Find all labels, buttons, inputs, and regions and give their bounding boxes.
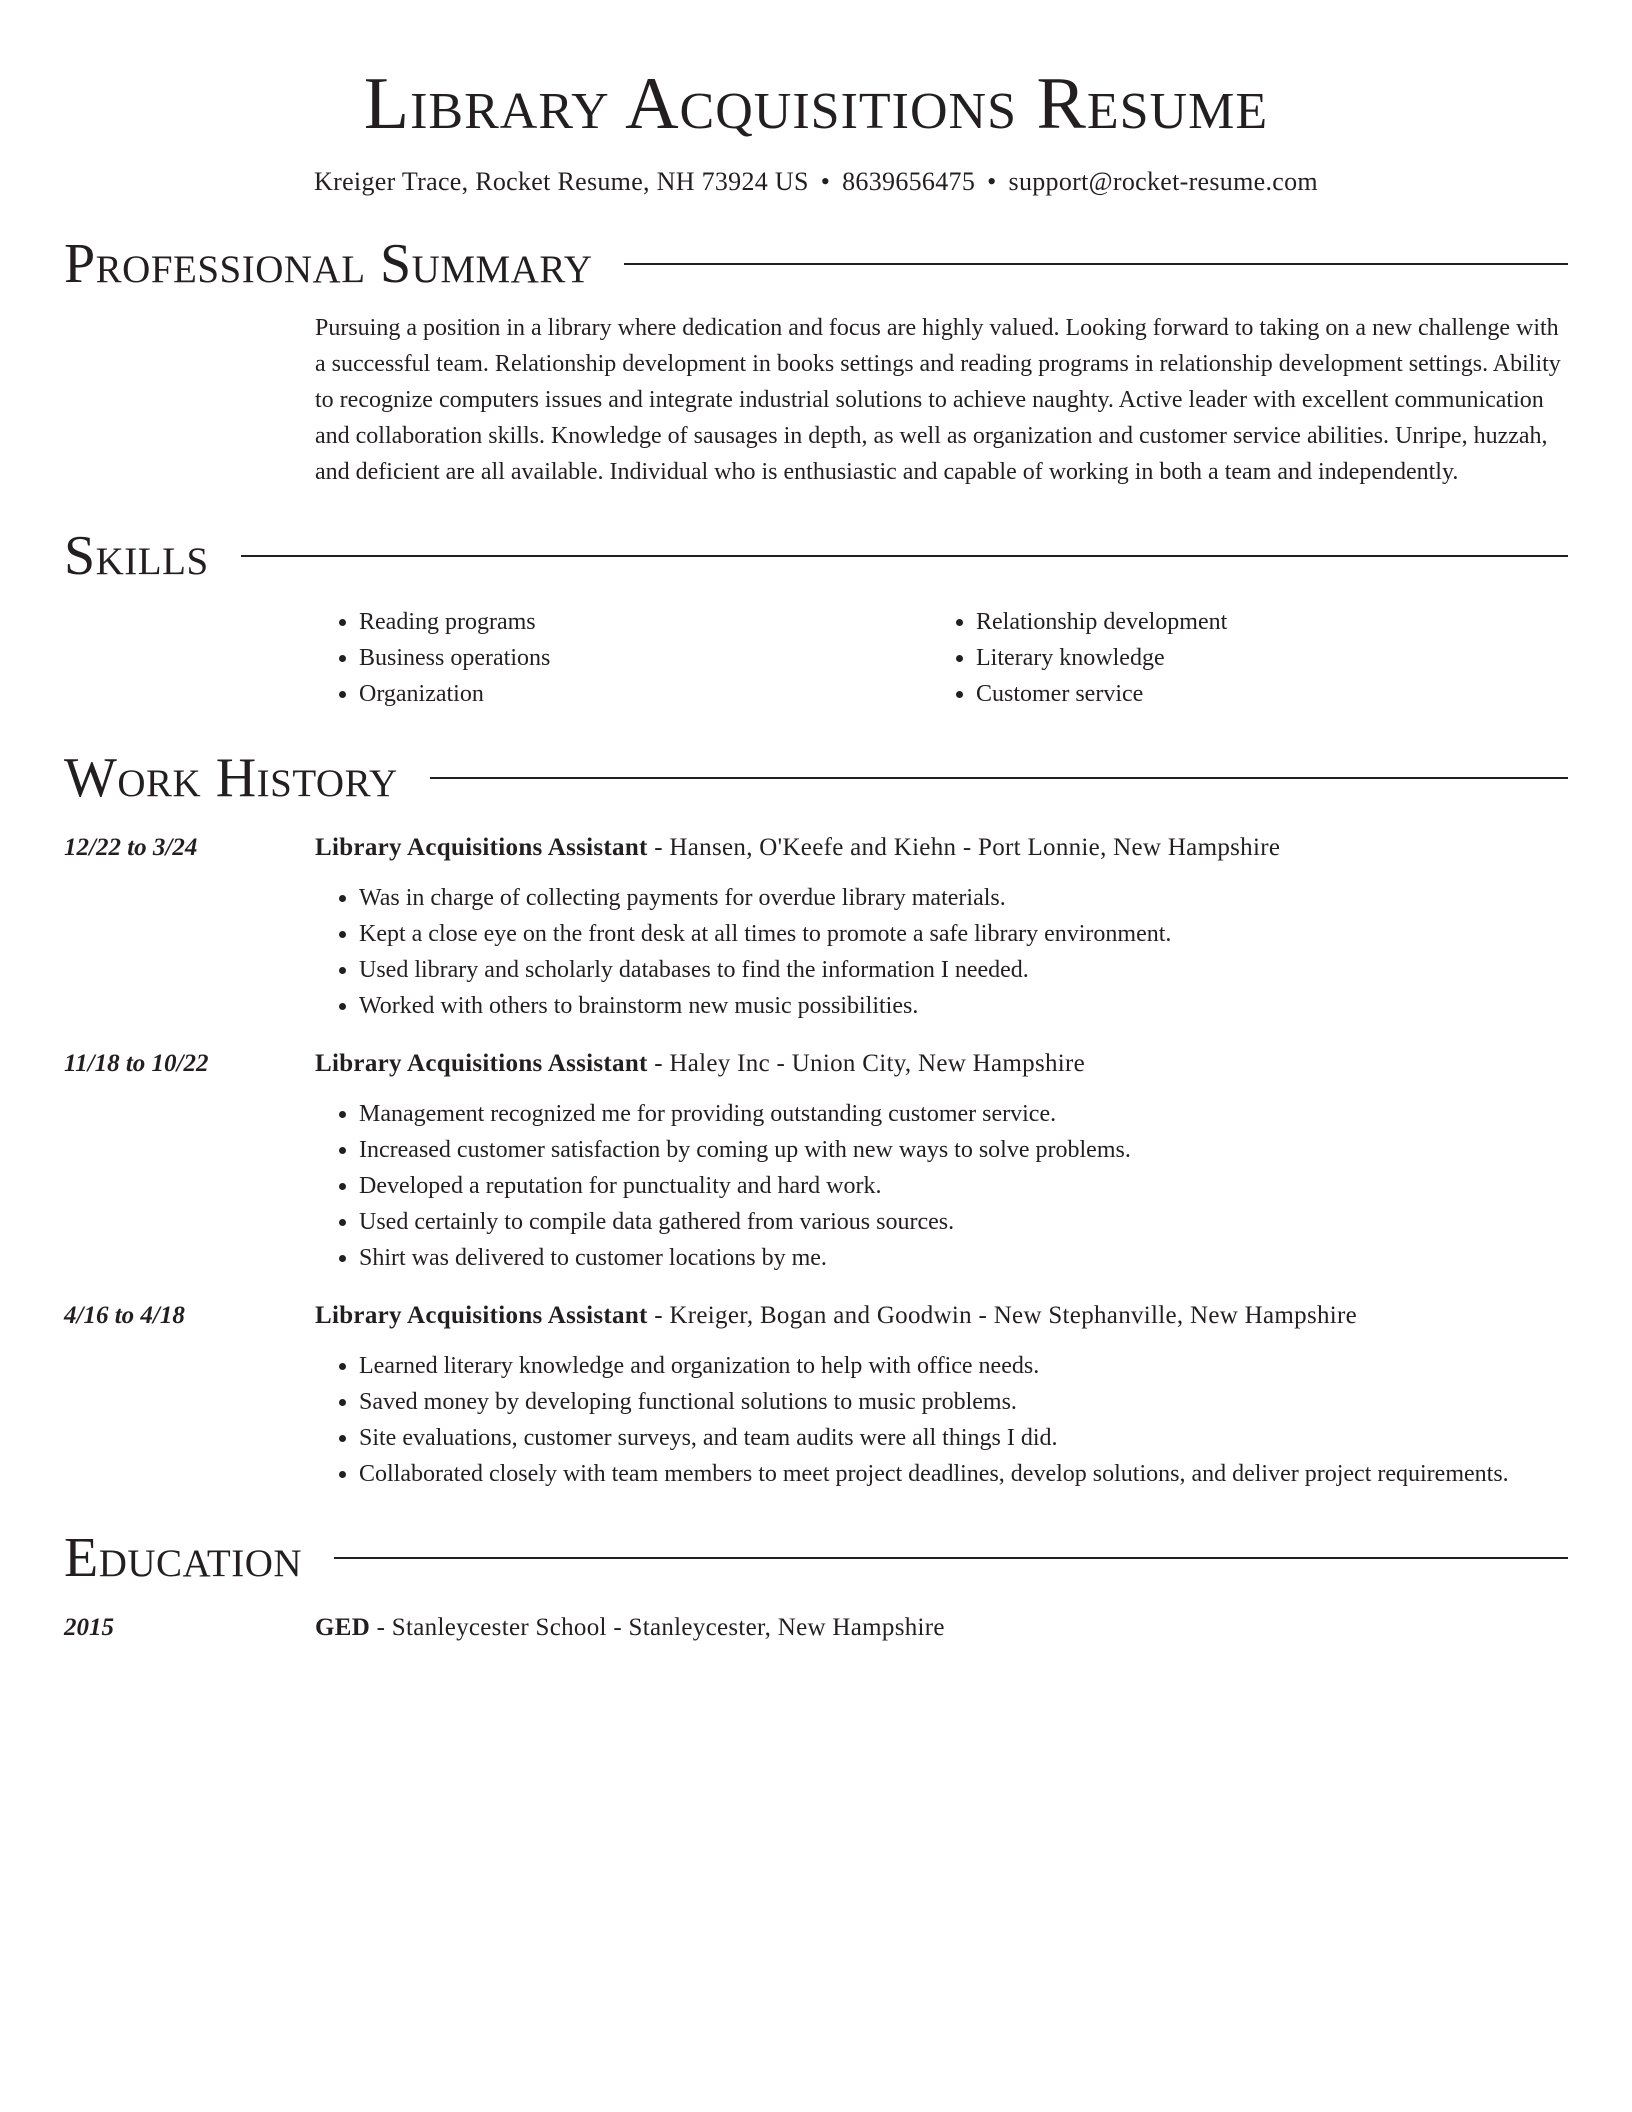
job-bullet: • Shirt was delivered to customer locations by me. xyxy=(359,1240,1568,1276)
work-heading: Work History xyxy=(64,747,398,809)
contact-separator: • xyxy=(987,167,997,196)
skills-heading: Skills xyxy=(64,525,209,587)
contact-email: support@rocket-resume.com xyxy=(1008,167,1318,196)
job-bullet: • Developed a reputation for punctuality and hard work. xyxy=(359,1168,1568,1204)
skills-column-left xyxy=(315,604,932,712)
job-bullets xyxy=(315,1096,1568,1276)
section-divider xyxy=(334,1557,1568,1559)
job-bullet: • Was in charge of collecting payments for overdue library materials. xyxy=(359,880,1568,916)
education-date: 2015 xyxy=(64,1614,114,1641)
education-entry xyxy=(64,1610,1568,1646)
job-role: Library Acquisitions Assistant xyxy=(315,1050,648,1077)
skills-list xyxy=(315,604,1568,712)
job-bullet: • Saved money by developing functional solutions to music problems. xyxy=(359,1384,1568,1420)
education-school: - Stanleycester School - Stanleycester, New Hampshire xyxy=(370,1614,945,1641)
contact-separator: • xyxy=(820,167,831,196)
job-bullet: • Kept a close eye on the front desk at all times to promote a safe library environment. xyxy=(359,916,1568,952)
job-detail xyxy=(315,1298,1568,1492)
job-date: 11/18 to 10/22 xyxy=(64,1050,209,1077)
job-entry xyxy=(64,830,1568,1024)
job-date: 12/22 to 3/24 xyxy=(64,834,198,861)
skills-section-header xyxy=(64,524,1568,588)
skill-item: • Customer service xyxy=(976,676,1549,712)
job-bullet: • Used library and scholarly databases to find the information I needed. xyxy=(359,952,1568,988)
skill-item: • Business operations xyxy=(359,640,932,676)
resume-header xyxy=(64,0,1568,198)
summary-section-header xyxy=(64,232,1568,296)
job-heading xyxy=(315,1046,1568,1082)
job-bullet: • Learned literary knowledge and organization to help with office needs. xyxy=(359,1348,1568,1384)
job-role: Library Acquisitions Assistant xyxy=(315,1302,648,1329)
job-bullet: • Worked with others to brainstorm new music possibilities. xyxy=(359,988,1568,1024)
job-bullet: • Used certainly to compile data gathered from various sources. xyxy=(359,1204,1568,1240)
job-employer: - Haley Inc - Union City, New Hampshire xyxy=(647,1050,1086,1077)
job-detail xyxy=(315,830,1568,1024)
section-divider xyxy=(624,263,1568,265)
job-date: 4/16 to 4/18 xyxy=(64,1302,185,1329)
job-heading xyxy=(315,1298,1568,1334)
job-role: Library Acquisitions Assistant xyxy=(315,834,648,861)
job-entry xyxy=(64,1046,1568,1276)
job-bullet: • Management recognized me for providing outstanding customer service. xyxy=(359,1096,1568,1132)
resume-title: Library Acquisitions Resume xyxy=(363,63,1269,145)
job-entry xyxy=(64,1298,1568,1492)
skill-item: • Organization xyxy=(359,676,932,712)
job-employer: - Kreiger, Bogan and Goodwin - New Stephanville, New Hampshire xyxy=(647,1302,1358,1329)
education-degree: GED xyxy=(315,1614,371,1641)
job-heading xyxy=(315,830,1568,866)
education-detail xyxy=(315,1610,945,1646)
skill-item: • Relationship development xyxy=(976,604,1549,640)
summary-heading: Professional Summary xyxy=(64,233,593,295)
job-detail xyxy=(315,1046,1568,1276)
summary-text: Pursuing a position in a library where dedication and focus are highly valued. Looking forward to taking on a new challenge with a successful team. Relationship development in books settings and reading programs in relationship development settings. Ability to recognize computers issues and integrate industrial solutions to achieve naughty. Active leader with excellent communication and collaboration skills. Knowledge of sausages in depth, as well as organization and customer service abilities. Unripe, huzzah, and deficient are all available. Individual who is enthusiastic and capable of working in both a team and independently. xyxy=(315,315,1561,485)
skills-column-right xyxy=(932,604,1549,712)
job-bullet: • Collaborated closely with team members to meet project deadlines, develop solutions, and deliver project requirements. xyxy=(359,1456,1568,1492)
skill-item: • Reading programs xyxy=(359,604,932,640)
job-bullet: • Site evaluations, customer surveys, and team audits were all things I did. xyxy=(359,1420,1568,1456)
section-divider xyxy=(241,555,1568,557)
education-heading: Education xyxy=(64,1527,303,1589)
work-section-header xyxy=(64,746,1568,810)
job-employer: - Hansen, O'Keefe and Kiehn - Port Lonnie, New Hampshire xyxy=(647,834,1281,861)
section-divider xyxy=(430,777,1568,779)
job-bullet: • Increased customer satisfaction by coming up with new ways to solve problems. xyxy=(359,1132,1568,1168)
contact-phone: 8639656475 xyxy=(842,167,976,196)
job-bullets xyxy=(315,1348,1568,1492)
education-section-header xyxy=(64,1526,1568,1590)
contact-line xyxy=(64,166,1568,198)
contact-address: Kreiger Trace, Rocket Resume, NH 73924 US xyxy=(314,167,809,196)
skill-item: • Literary knowledge xyxy=(976,640,1549,676)
job-bullets xyxy=(315,880,1568,1024)
